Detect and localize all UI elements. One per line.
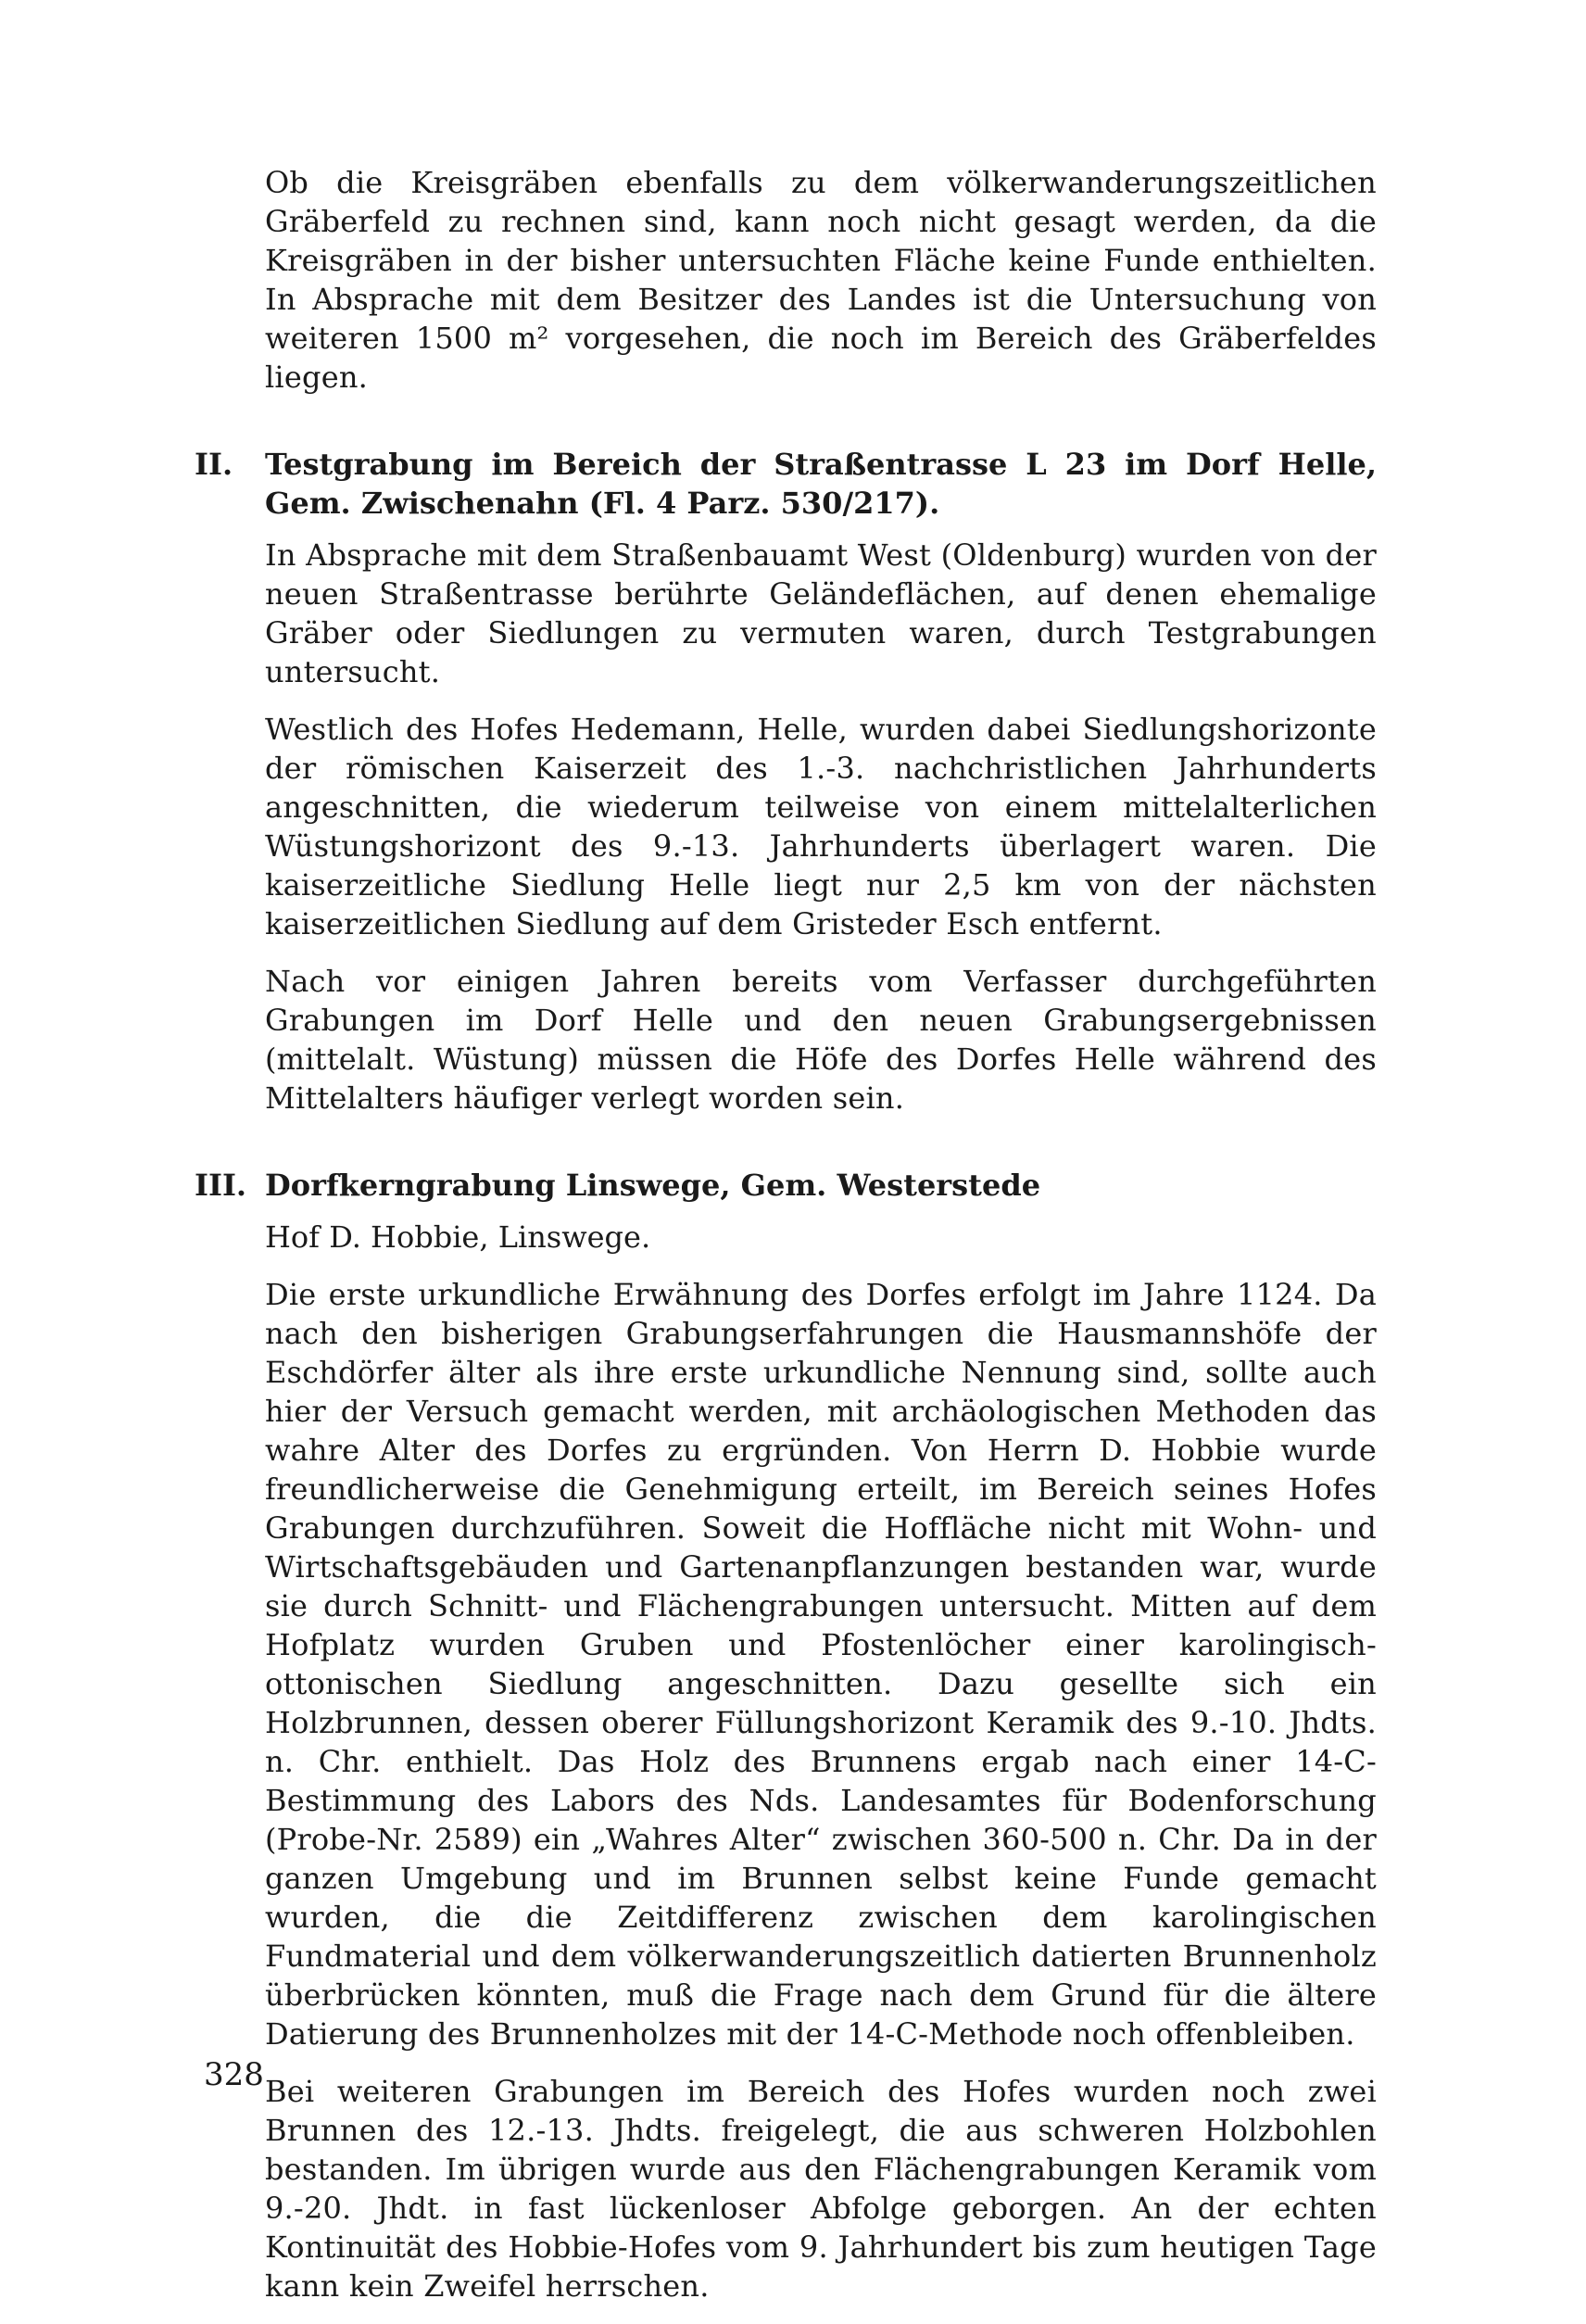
section-subtitle: Hof D. Hobbie, Linswege. <box>265 1219 651 1255</box>
section-ii <box>195 445 1377 1118</box>
section-heading: Testgrabung im Bereich der Straßentrasse L 23 im Dorf Helle, Gem. Zwischenahn (Fl. 4 Parz. 530/217). <box>265 447 1377 521</box>
section-number: III. <box>195 1168 247 1203</box>
body-paragraph: Die erste urkundliche Erwähnung des Dorfes erfolgt im Jahre 1124. Da nach den bisherigen Grabungserfahrungen die Hausmannshöfe der Eschdörfer älter als ihre erste urkundliche Nennung sind, sollte auch hier der Versuch gemacht werden, mit archäologischen Methoden das wahre Alter des Dorfes zu ergründen. Von Herrn D. Hobbie wurde freundlicherweise die Genehmigung erteilt, im Bereich seines Hofes Grabungen durchzuführen. Soweit die Hoffläche nicht mit Wohn- und Wirtschaftsgebäuden und Gartenanpflanzungen bestanden war, wurde sie durch Schnitt- und Flächengrabungen untersucht. Mitten auf dem Hofplatz wurden Gruben und Pfostenlöcher einer karolingisch-ottonischen Siedlung angeschnitten. Dazu gesellte sich ein Holzbrunnen, dessen oberer Füllungshorizont Keramik des 9.-10. Jhdts. n. Chr. enthielt. Das Holz des Brunnens ergab nach einer 14-C-Bestimmung des Labors des Nds. Landesamtes für Bodenforschung (Probe-Nr. 2589) ein „Wahres Alter“ zwischen 360-500 n. Chr. Da in der ganzen Umgebung und im Brunnen selbst keine Funde gemacht wurden, die die Zeitdifferenz zwischen dem karolingischen Fundmaterial und dem völkerwanderungszeitlich datierten Brunnenholz überbrücken könnten, muß die Frage nach dem Grund für die ältere Datierung des Brunnenholzes mit der 14-C-Methode noch offenbleiben. <box>265 1277 1377 2052</box>
body-paragraph: Nach vor einigen Jahren bereits vom Verfasser durchgeführten Grabungen im Dorf Helle und den neuen Grabungsergebnissen (mittelalt. Wüstung) müssen die Höfe des Dorfes Helle während des Mittelalters häufiger verlegt worden sein. <box>265 964 1377 1116</box>
body-paragraph: Bei weiteren Grabungen im Bereich des Hofes wurden noch zwei Brunnen des 12.-13. Jhdts. freigelegt, die aus schweren Holzbohlen bestanden. Im übrigen wurde aus den Flächengrabungen Keramik vom 9.-20. Jhdt. in fast lückenloser Abfolge geborgen. An der echten Kontinuität des Hobbie-Hofes vom 9. Jahrhundert bis zum heutigen Tage kann kein Zweifel herrschen. <box>265 2074 1377 2304</box>
intro-paragraph: Ob die Kreisgräben ebenfalls zu dem völkerwanderungszeitlichen Gräberfeld zu rechnen sind, kann noch nicht gesagt werden, da die Kreisgräben in der bisher untersuchten Fläche keine Funde enthielten. In Absprache mit dem Besitzer des Landes ist die Untersuchung von weiteren 1500 m² vorgesehen, die noch im Bereich des Gräberfeldes liegen. <box>265 165 1377 395</box>
section-number: II. <box>195 447 233 482</box>
section-heading: Dorfkerngrabung Linswege, Gem. Westerstede <box>265 1168 1041 1203</box>
page-number: 328 <box>204 2056 264 2093</box>
body-paragraph: Westlich des Hofes Hedemann, Helle, wurden dabei Siedlungshorizonte der römischen Kaiserzeit des 1.-3. nachchristlichen Jahrhunderts angeschnitten, die wiederum teilweise von einem mittelalterlichen Wüstungshorizont des 9.-13. Jahrhunderts überlagert waren. Die kaiserzeitliche Siedlung Helle liegt nur 2,5 km von der nächsten kaiserzeitlichen Siedlung auf dem Gristeder Esch entfernt. <box>265 712 1377 941</box>
body-paragraph: In Absprache mit dem Straßenbauamt West (Oldenburg) wurden von der neuen Straßentrasse berührte Geländeflächen, auf denen ehemalige Gräber oder Siedlungen zu vermuten waren, durch Testgrabungen untersucht. <box>265 537 1377 689</box>
